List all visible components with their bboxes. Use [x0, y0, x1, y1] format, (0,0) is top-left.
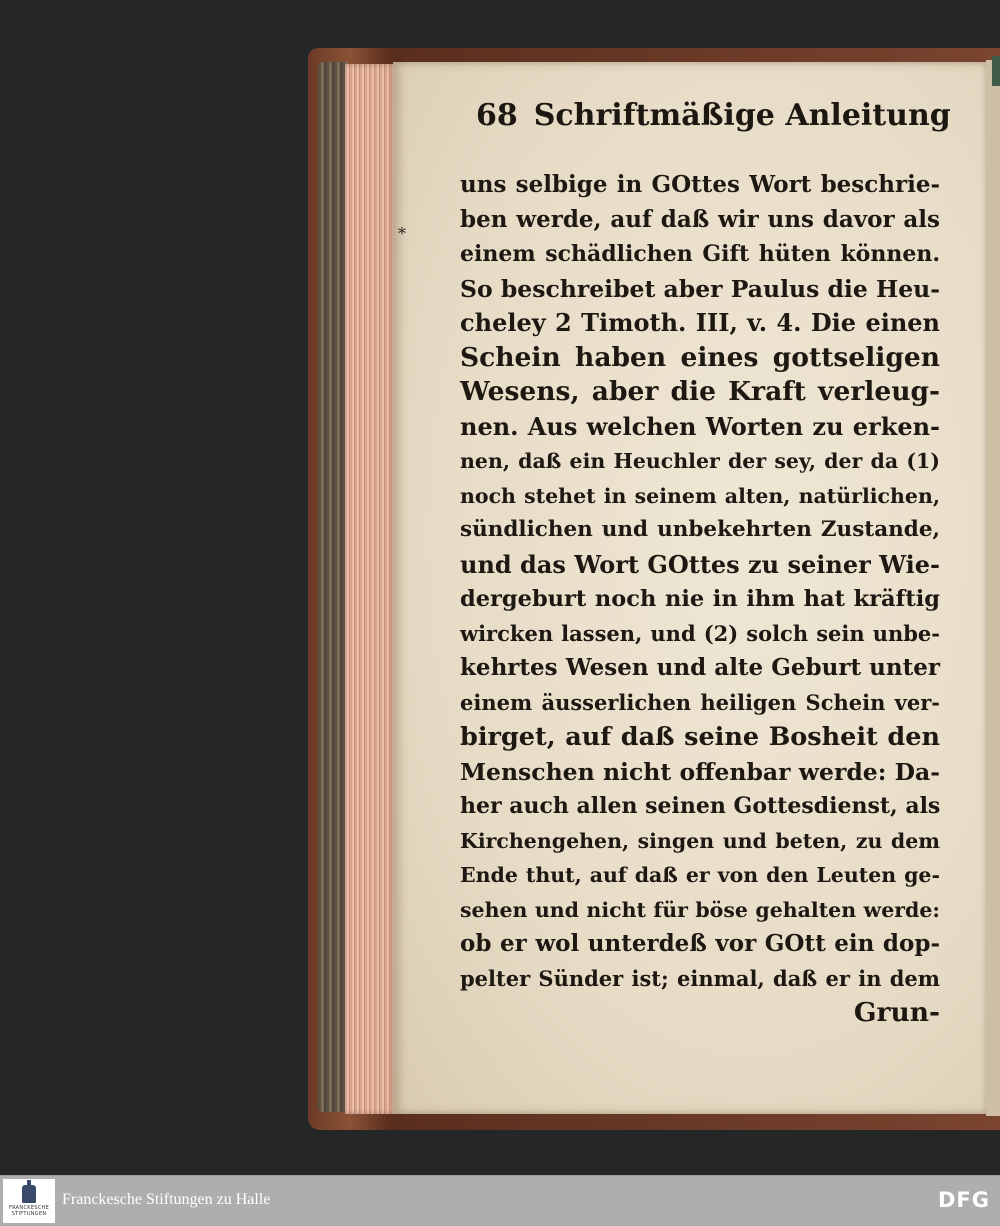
text-line: sündlichen und unbekehrten Zustande, — [460, 517, 940, 542]
text-line: nen, daß ein Heuchler der sey, der da (1) — [460, 449, 940, 473]
running-head: Schriftmäßige Anleitung — [533, 98, 951, 133]
margin-mark: * — [398, 224, 406, 243]
facing-page-edge — [986, 60, 1000, 1116]
text-line: noch stehet in seinem alten, natürlichen, — [460, 483, 940, 508]
viewer-footer — [0, 1175, 1000, 1226]
text-line: birget, auf daß seine Bosheit den — [460, 722, 940, 752]
text-line: Schein haben eines gottseligen — [460, 341, 940, 373]
page-header — [476, 98, 951, 146]
text-line: einem schädlichen Gift hüten können. — [460, 241, 940, 267]
facing-page-corner — [992, 56, 1000, 86]
text-line: Ende thut, auf daß er von den Leuten ge- — [460, 863, 940, 887]
catchword: Grun- — [853, 997, 940, 1028]
text-line: ben werde, auf daß wir uns davor als — [460, 205, 940, 233]
text-line: ob er wol unterdeß vor GOtt ein dop- — [460, 930, 940, 957]
text-line: dergeburt noch nie in ihm hat kräftig — [460, 586, 940, 612]
institution-logo[interactable] — [3, 1179, 55, 1223]
text-line: pelter Sünder ist; einmal, daß er in dem — [460, 965, 940, 991]
text-line: sehen und nicht für böse gehalten werde: — [460, 897, 940, 922]
text-line: wircken lassen, und (2) solch sein unbe- — [460, 620, 940, 646]
text-line: uns selbige in GOttes Wort beschrie- — [460, 171, 940, 198]
text-line: nen. Aus welchen Worten zu erken- — [460, 411, 940, 441]
orphanage-emblem-icon — [22, 1185, 36, 1203]
logo-text: FRANCKESCHE STIFTUNGEN — [8, 1205, 50, 1217]
text-line: cheley 2 Timoth. III, v. 4. Die einen — [460, 308, 940, 337]
page-text — [460, 168, 940, 1031]
institution-name: Franckesche Stiftungen zu Halle — [62, 1191, 271, 1208]
page-edges — [345, 64, 397, 1114]
text-line: kehrtes Wesen und alte Geburt unter — [460, 654, 940, 681]
book-spine-edge — [318, 62, 348, 1112]
text-line: Kirchengehen, singen und beten, zu dem — [460, 828, 940, 853]
text-line: Wesens, aber die Kraft verleug- — [460, 376, 940, 407]
page-number: 68 — [476, 98, 518, 133]
text-line: Menschen nicht offenbar werde: Da- — [460, 757, 940, 786]
text-line: So beschreibet aber Paulus die Heu- — [460, 274, 940, 303]
text-line: her auch allen seinen Gottesdienst, als — [460, 793, 941, 819]
dfg-logo[interactable]: DFG — [937, 1188, 990, 1212]
text-line: einem äusserlichen heiligen Schein ver- — [460, 689, 940, 715]
text-line: und das Wort GOttes zu seiner Wie- — [460, 549, 940, 579]
